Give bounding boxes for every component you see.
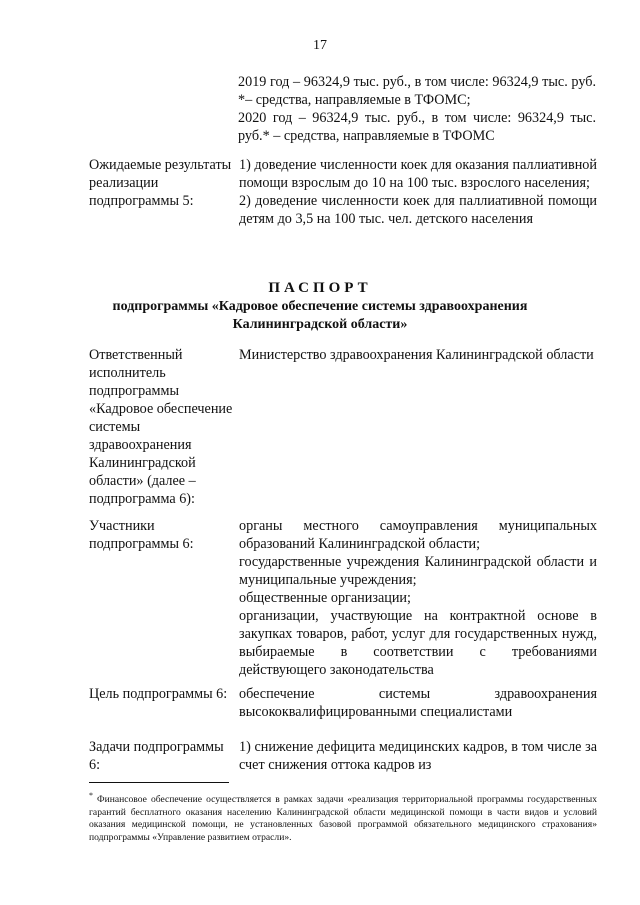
- expected-result-item: 1) доведение численности коек для оказания паллиативной помощи взрослым до 10 на 100 тыс. взрослого населения;: [239, 157, 597, 191]
- funding-continuation: [238, 73, 596, 145]
- funding-line-2020: 2020 год – 96324,9 тыс. руб., в том числе: 96324,9 тыс. руб.* – средства, направляемые в ТФОМС: [238, 110, 596, 144]
- tasks-value: 1) снижение дефицита медицинских кадров, в том числе за счет снижения оттока кадров из: [239, 739, 597, 773]
- responsible-label: Ответственный исполнитель подпрограммы «Кадровое обеспечение системы здравоохранения Калининградской области» (далее – подпрограмма 6):: [89, 347, 233, 507]
- participants-label: Участники подпрограммы 6:: [89, 518, 194, 552]
- expected-result-item: 2) доведение численности коек для паллиативной помощи детям до 3,5 на 100 тыс. чел. детского населения: [239, 193, 597, 227]
- responsible-value: Министерство здравоохранения Калининградской области: [239, 347, 594, 363]
- expected-results-value: [239, 156, 597, 228]
- goal-value: обеспечение системы здравоохранения высококвалифицированными специалистами: [239, 686, 597, 720]
- footnote-mark: *: [89, 791, 93, 800]
- page-number: 17: [313, 38, 327, 53]
- expected-results-label: Ожидаемые результаты реализации подпрограммы 5:: [89, 157, 232, 209]
- funding-line-2019: 2019 год – 96324,9 тыс. руб., в том числе: 96324,9 тыс. руб. *– средства, направляемые в ТФОМС;: [238, 74, 596, 108]
- footnote: [89, 790, 597, 844]
- footnote-text: Финансовое обеспечение осуществляется в рамках задачи «реализация территориальной программы государственных гарантий бесплатного оказания населению Калининградской области медицинской помощи в части видов и условий оказания медицинской помощи, не установленных базовой программой обязательного медицинского страхования» подпрограммы «Управление развитием отрасли».: [89, 794, 597, 843]
- tasks-label: Задачи подпрограммы 6:: [89, 739, 224, 773]
- footnote-divider: [89, 782, 229, 783]
- goal-label: Цель подпрограммы 6:: [89, 686, 228, 702]
- participant-item: общественные организации;: [239, 590, 411, 606]
- participants-value: [239, 517, 597, 679]
- passport-subtitle: подпрограммы «Кадровое обеспечение системы здравоохранения Калининградской области»: [112, 299, 528, 332]
- participant-item: органы местного самоуправления муниципальных образований Калининградской области;: [239, 518, 597, 552]
- passport-title: ПАСПОРТ: [268, 280, 372, 296]
- participant-item: государственные учреждения Калининградской области и муниципальные учреждения;: [239, 554, 597, 588]
- participant-item: организации, участвующие на контрактной основе в закупках товаров, работ, услуг для государственных нужд, выбираемые в соответствии с требованиями действующего законодательства: [239, 608, 597, 678]
